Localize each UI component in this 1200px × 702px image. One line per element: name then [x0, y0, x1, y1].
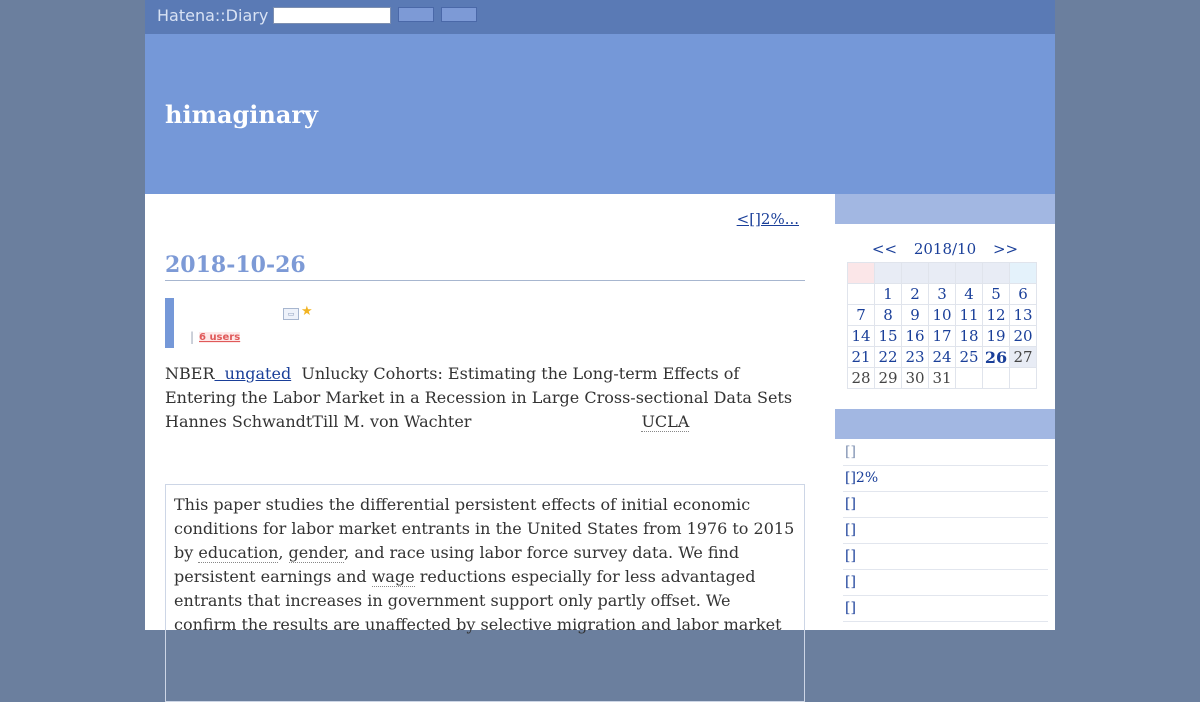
weekday-wed	[929, 263, 956, 284]
blog-header	[145, 34, 1055, 194]
recent-entries-list	[843, 440, 1048, 622]
sidebar-item[interactable]: []	[843, 440, 1048, 466]
nber-label: NBER	[165, 364, 215, 383]
weekday-thu	[956, 263, 983, 284]
calendar-day[interactable]: 13	[1010, 305, 1037, 326]
calendar-day[interactable]: 20	[1010, 326, 1037, 347]
calendar-day[interactable]: 24	[929, 347, 956, 368]
calendar-day[interactable]: 7	[848, 305, 875, 326]
calendar-weekday-row	[848, 263, 1037, 284]
entry-body	[165, 362, 805, 434]
sidebar-item[interactable]: []	[843, 544, 1048, 570]
calendar-day[interactable]: 6	[1010, 284, 1037, 305]
weekday-sat	[1010, 263, 1037, 284]
calendar-day[interactable]: 4	[956, 284, 983, 305]
weekday-fri	[983, 263, 1010, 284]
calendar-day[interactable]: 10	[929, 305, 956, 326]
sidebar-item[interactable]: []2%	[843, 466, 1048, 492]
calendar-day: 30	[902, 368, 929, 389]
prev-entry-link[interactable]: <[]2%...	[736, 210, 799, 228]
calendar-day: 28	[848, 368, 875, 389]
sidebar-item[interactable]: []	[843, 570, 1048, 596]
weekday-sun	[848, 263, 875, 284]
calendar-day: 29	[875, 368, 902, 389]
calendar-week	[848, 284, 1037, 305]
paper-authors: Hannes SchwandtTill M. von Wachter	[165, 412, 472, 431]
calendar-table	[847, 262, 1037, 389]
keyword-wage[interactable]: wage	[371, 567, 415, 586]
calendar-day	[956, 368, 983, 389]
sidebar-item[interactable]: []	[843, 492, 1048, 518]
calendar-day[interactable]: 15	[875, 326, 902, 347]
star-icon[interactable]: ★	[301, 304, 313, 319]
hatena-diary-logo[interactable]: Hatena::Diary	[157, 6, 269, 25]
calendar-day[interactable]: 22	[875, 347, 902, 368]
calendar-day[interactable]: 17	[929, 326, 956, 347]
search-input[interactable]	[273, 7, 391, 24]
bookmark-icon[interactable]: ▭	[283, 308, 299, 320]
affiliation-keyword[interactable]: UCLA	[641, 412, 690, 431]
calendar-day[interactable]: 14	[848, 326, 875, 347]
calendar-next-link[interactable]: >>	[992, 240, 1019, 258]
calendar-day	[1010, 368, 1037, 389]
sidebar-item[interactable]: []	[843, 518, 1048, 544]
abstract-text: This paper studies the differential persistent effects of initial economic conditions for labor market entrants in the United States from 1976 to 2015 by	[174, 495, 795, 562]
topbar-button[interactable]	[441, 7, 477, 22]
calendar-day: 31	[929, 368, 956, 389]
calendar-month[interactable]: 2018/10	[913, 240, 977, 258]
sidebar-item[interactable]: []	[843, 596, 1048, 622]
calendar-day[interactable]: 9	[902, 305, 929, 326]
weekday-tue	[902, 263, 929, 284]
calendar-day[interactable]: 16	[902, 326, 929, 347]
page	[145, 0, 1055, 634]
calendar-nav	[835, 240, 1055, 258]
search-button[interactable]	[398, 7, 434, 22]
calendar-week	[848, 305, 1037, 326]
calendar-day-current[interactable]: 26	[983, 347, 1010, 368]
calendar-week	[848, 326, 1037, 347]
abstract-text: ,	[278, 543, 289, 562]
top-bar	[145, 0, 1055, 34]
blog-title[interactable]: himaginary	[165, 100, 318, 129]
bookmark-users-link[interactable]: 6 users	[199, 332, 241, 343]
calendar-day[interactable]: 12	[983, 305, 1010, 326]
calendar-day[interactable]: 19	[983, 326, 1010, 347]
calendar-day[interactable]: 5	[983, 284, 1010, 305]
abstract-text: , and race using labor force survey data. We find persistent earnings and	[174, 543, 740, 586]
calendar-day	[983, 368, 1010, 389]
ungated-link[interactable]: ungated	[214, 364, 292, 383]
separator: |	[190, 330, 195, 344]
keyword-gender[interactable]: gender	[288, 543, 345, 562]
date-heading[interactable]: 2018-10-26	[165, 252, 805, 281]
calendar-day	[848, 284, 875, 305]
weekday-mon	[875, 263, 902, 284]
section-marker	[165, 298, 174, 348]
sidebar-header-calendar	[835, 194, 1055, 224]
calendar-day[interactable]: 8	[875, 305, 902, 326]
sidebar-header-recent	[835, 409, 1055, 439]
keyword-education[interactable]: education	[198, 543, 279, 562]
calendar-day[interactable]: 21	[848, 347, 875, 368]
calendar-day[interactable]: 25	[956, 347, 983, 368]
calendar-day: 27	[1010, 347, 1037, 368]
abstract-text: reductions especially for less advantaged entrants that increases in government support only partly offset. We confirm the results are unaffected by selective migration and labor market	[174, 567, 782, 634]
calendar-day[interactable]: 18	[956, 326, 983, 347]
calendar-day[interactable]: 1	[875, 284, 902, 305]
paper-title: Unlucky Cohorts: Estimating the Long-term Effects of Entering the Labor Market in a Recession in Large Cross-sectional Data Sets	[165, 364, 793, 407]
calendar-week	[848, 368, 1037, 389]
calendar-day[interactable]: 23	[902, 347, 929, 368]
calendar-week	[848, 347, 1037, 368]
calendar-prev-link[interactable]: <<	[871, 240, 898, 258]
abstract-quote	[165, 484, 805, 702]
calendar-day[interactable]: 3	[929, 284, 956, 305]
calendar-day[interactable]: 11	[956, 305, 983, 326]
calendar-day[interactable]: 2	[902, 284, 929, 305]
